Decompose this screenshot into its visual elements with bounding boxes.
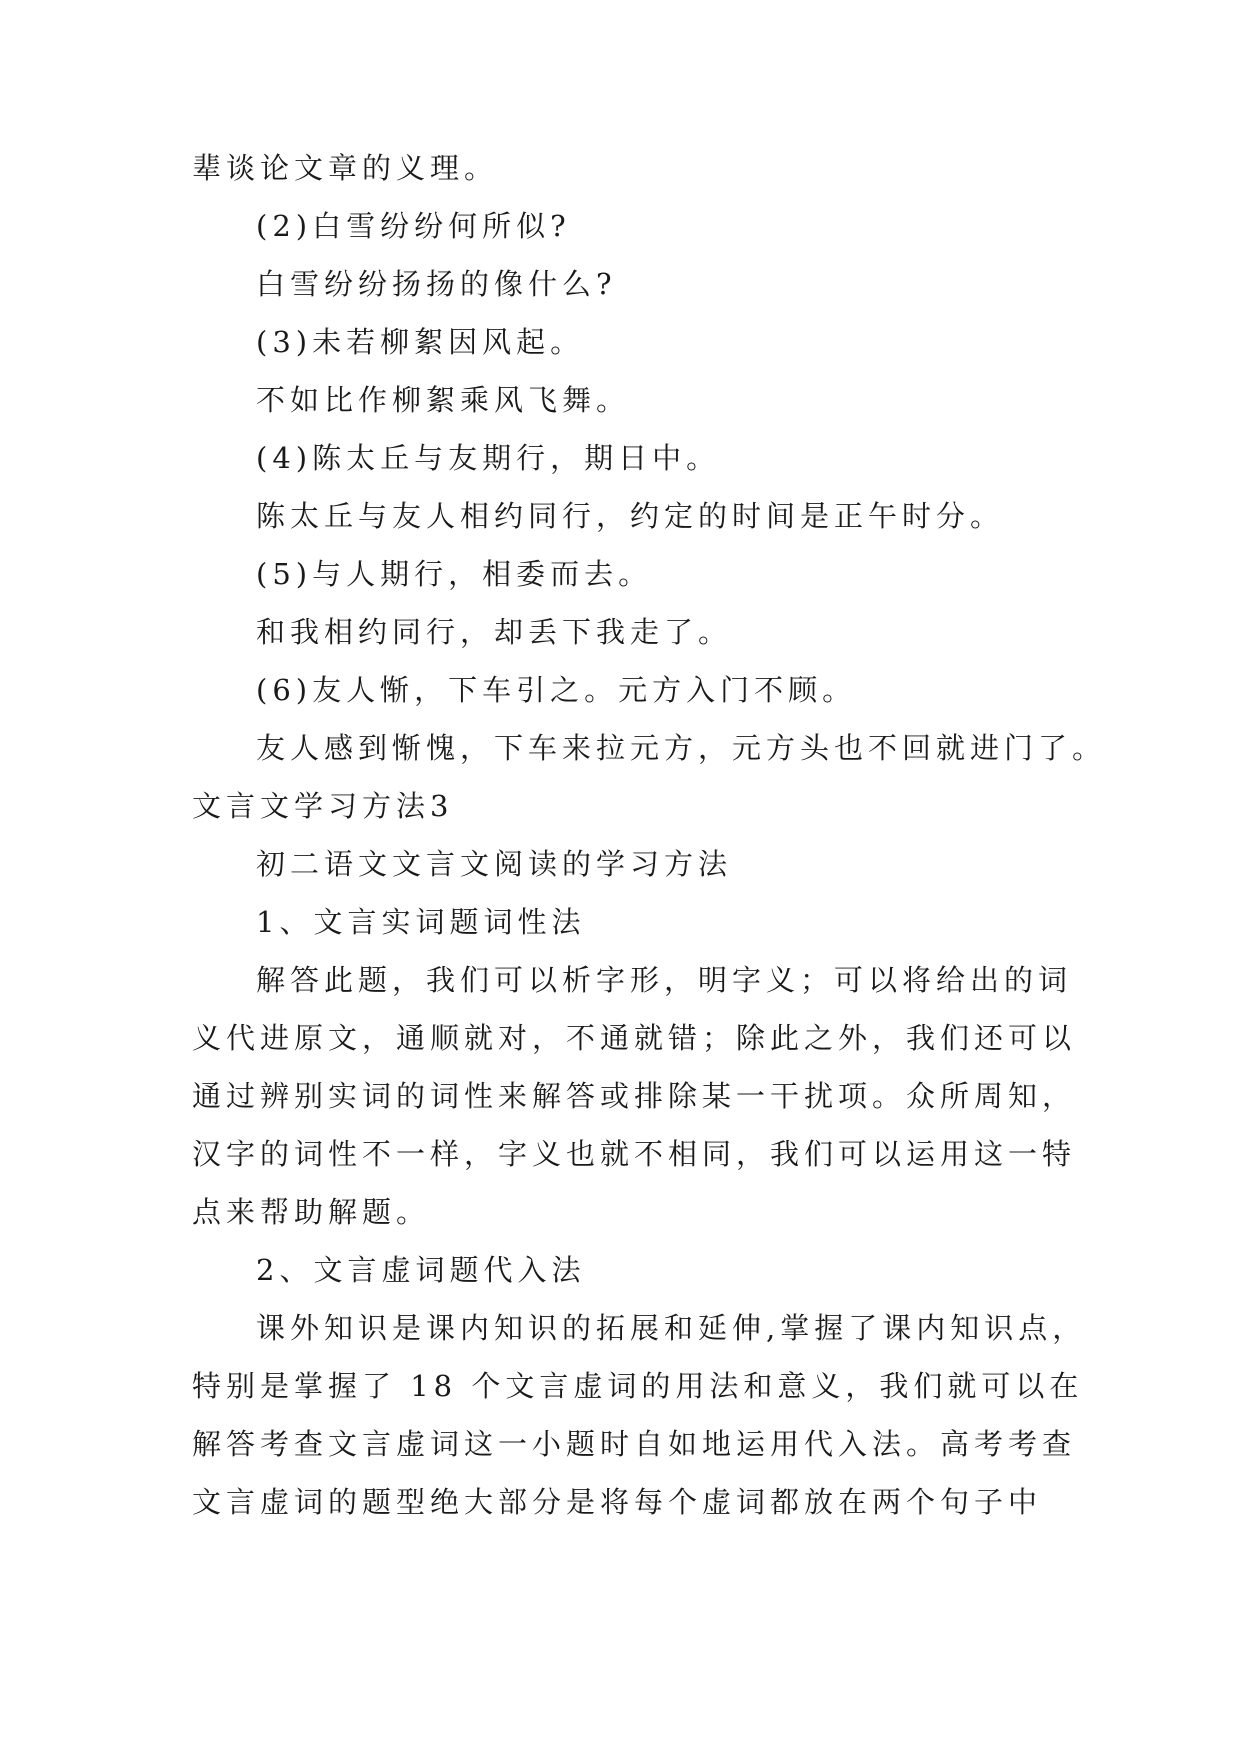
text-line: (5)与人期行，相委而去。 (256, 557, 653, 591)
text-line: (3)未若柳絮因风起。 (256, 325, 585, 359)
text-line: 文言虚词的题型绝大部分是将每个虚词都放在两个句子中 (192, 1485, 1043, 1519)
text-line: 友人感到惭愧，下车来拉元方，元方头也不回就进门了。 (256, 731, 1107, 765)
text-line: 白雪纷纷扬扬的像什么? (256, 267, 617, 301)
text-line: 解答考查文言虚词这一小题时自如地运用代入法。高考考查 (192, 1427, 1077, 1461)
subheading: 1、文言实词题词性法 (256, 905, 586, 939)
text-line: 解答此题，我们可以析字形，明字义；可以将给出的词 (256, 963, 1073, 997)
text-line: (4)陈太丘与友期行，期日中。 (256, 441, 721, 475)
text-line: 辈谈论文章的义理。 (192, 151, 499, 185)
text-line: 义代进原文，通顺就对，不通就错；除此之外，我们还可以 (192, 1021, 1077, 1055)
text-line: 陈太丘与友人相约同行，约定的时间是正午时分。 (256, 499, 1005, 533)
text-line: 汉字的词性不一样，字义也就不相同，我们可以运用这一特 (192, 1137, 1077, 1171)
subheading: 初二语文文言文阅读的学习方法 (256, 847, 733, 881)
subheading: 2、文言虚词题代入法 (256, 1253, 586, 1287)
text-line: (2)白雪纷纷何所似? (256, 209, 571, 243)
text-line: 不如比作柳絮乘风飞舞。 (256, 383, 631, 417)
text-line: 点来帮助解题。 (192, 1195, 431, 1229)
text-line: 和我相约同行，却丢下我走了。 (256, 615, 733, 649)
text-line: 特别是掌握了 18 个文言虚词的用法和意义，我们就可以在 (192, 1369, 1084, 1403)
section-heading: 文言文学习方法3 (192, 789, 454, 823)
text-line: 课外知识是课内知识的拓展和延伸,掌握了课内知识点， (256, 1311, 1087, 1345)
text-line: 通过辨别实词的词性来解答或排除某一干扰项。众所周知， (192, 1079, 1077, 1113)
text-line: (6)友人惭，下车引之。元方入门不顾。 (256, 673, 857, 707)
